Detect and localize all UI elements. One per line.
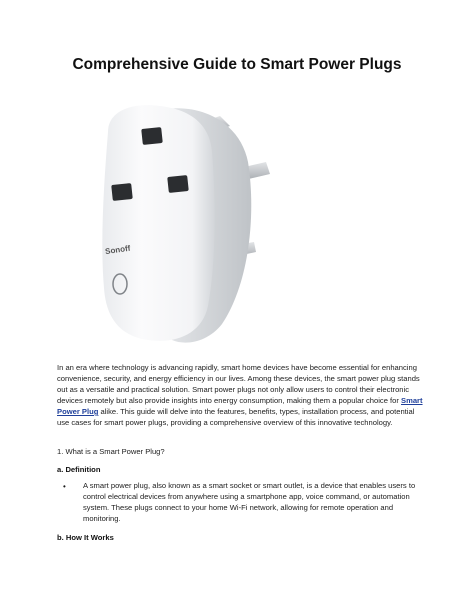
intro-paragraph xyxy=(57,362,427,428)
subheading-definition: a. Definition xyxy=(57,465,101,474)
smart-power-plug-link[interactable]: Smart Power Plug xyxy=(57,396,423,416)
intro-text-start: In an era where technology is advancing rapidly, smart home devices have become essential for enhancing convenience, security, and energy efficiency in our lives. Among these devices, the smart power plug stands out as a versatile and practical solution. Smart power plugs not only allow users to control their electronic devices remotely but also provide insights into energy consumption, making them a popular choice for xyxy=(57,363,420,405)
intro-text-end: alike. This guide will delve into the features, benefits, types, installation process, and potential use cases for smart power plugs, providing a comprehensive overview of this innovative technology. xyxy=(57,407,415,427)
page-title: Comprehensive Guide to Smart Power Plugs xyxy=(72,56,402,73)
smart-plug-photo xyxy=(90,92,270,348)
definition-bullet: A smart power plug, also known as a smart socket or smart outlet, is a device that enables users to control electrical devices from anywhere using a smartphone app, voice command, or automation system. These plugs connect to your home Wi-Fi network, allowing for remote operation and monitoring. xyxy=(83,481,416,523)
section-heading-what-is: 1. What is a Smart Power Plug? xyxy=(57,447,165,456)
subheading-how-it-works: b. How It Works xyxy=(57,533,114,542)
bullet-icon: • xyxy=(63,482,66,491)
brand-text: Sonoff xyxy=(104,243,131,257)
